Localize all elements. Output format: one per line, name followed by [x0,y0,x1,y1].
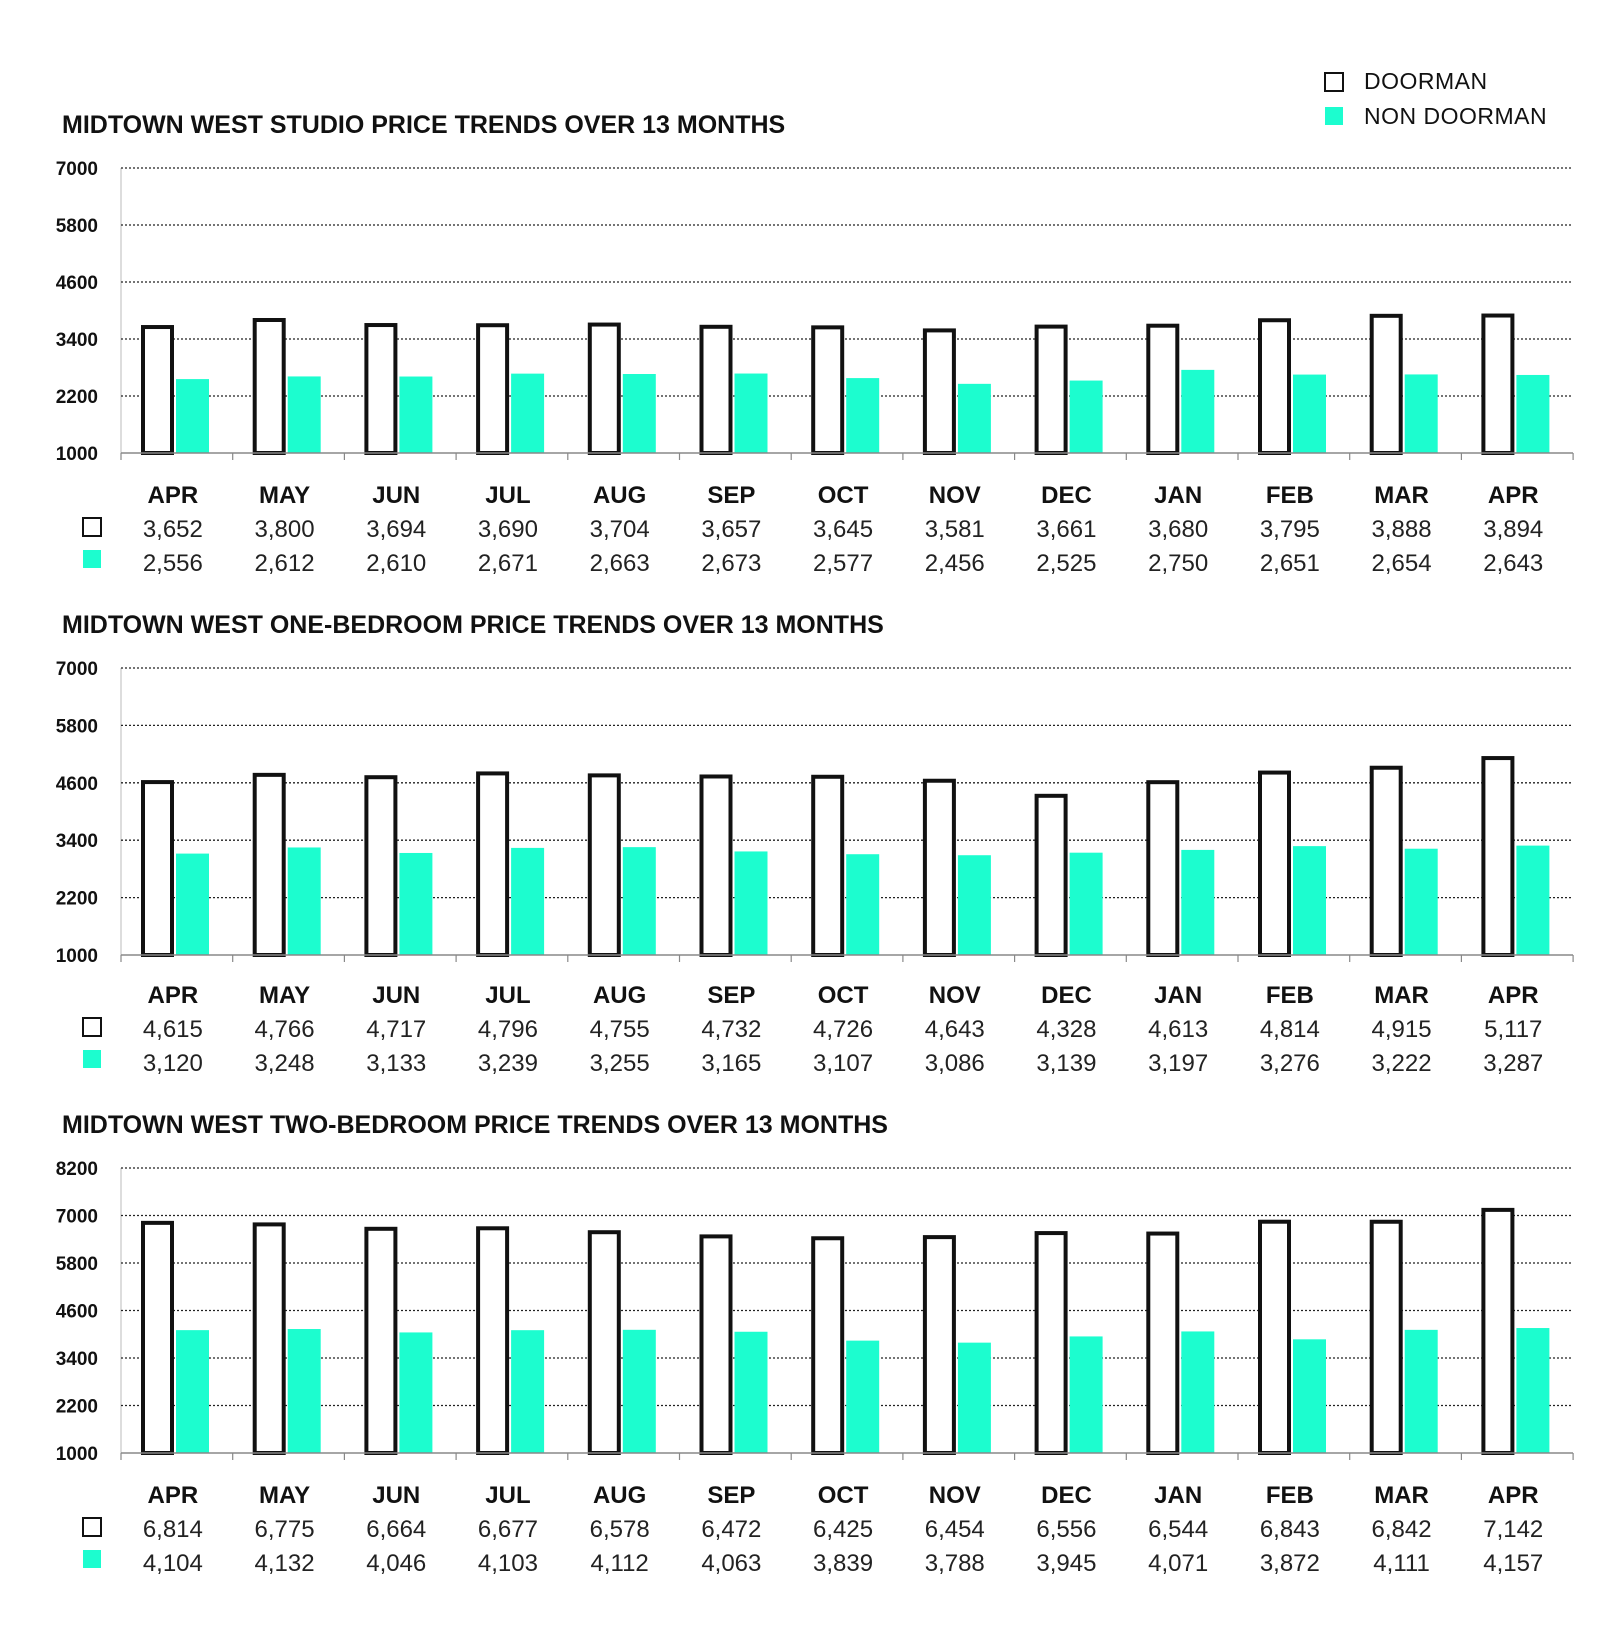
doorman-value-label: 6,425 [813,1516,874,1543]
doorman-value-label: 6,472 [701,1516,762,1543]
bar-doorman [1148,1234,1177,1453]
bar-non-doorman [1293,1339,1326,1453]
y-tick-label: 2200 [55,1396,98,1418]
bar-non-doorman [399,853,432,955]
doorman-row-marker [83,1018,101,1036]
bar-non-doorman [958,855,991,955]
non-doorman-value-label: 2,610 [366,550,427,577]
bar-doorman [590,1232,619,1453]
non-doorman-value-label: 2,654 [1371,550,1432,577]
bar-non-doorman [399,1332,432,1453]
legend-doorman-label: DOORMAN [1364,68,1488,94]
non-doorman-value-label: 4,071 [1148,1550,1209,1577]
y-tick-label: 1000 [55,1444,98,1465]
doorman-value-label: 3,657 [701,516,762,543]
bar-non-doorman [958,384,991,453]
y-tick-label: 5800 [55,716,98,738]
month-label: OCT [817,482,869,509]
doorman-value-label: 6,677 [477,1516,538,1543]
bar-doorman [590,775,619,955]
bar-doorman [366,777,395,955]
month-label: APR [147,982,199,1009]
doorman-value-label: 3,690 [477,516,538,543]
month-label: FEB [1265,482,1314,509]
non-doorman-value-label: 3,120 [142,1050,203,1077]
month-label: NOV [928,1482,981,1509]
non-doorman-value-label: 3,107 [813,1050,874,1077]
non-doorman-value-label: 3,133 [366,1050,427,1077]
non-doorman-value-label: 2,456 [924,550,985,577]
month-label: FEB [1265,982,1314,1009]
chart-title: MIDTOWN WEST ONE-BEDROOM PRICE TRENDS OVER 13 MONTHS [62,611,884,639]
doorman-value-label: 6,454 [924,1516,985,1543]
bar-non-doorman [1405,374,1438,453]
bar-doorman [1483,316,1512,453]
chart-title: MIDTOWN WEST TWO-BEDROOM PRICE TRENDS OVER 13 MONTHS [62,1111,888,1139]
month-label: JUL [485,982,531,1009]
bar-doorman [925,781,954,955]
non-doorman-value-label: 2,671 [477,550,538,577]
bar-non-doorman [846,378,879,453]
month-label: APR [1487,1482,1539,1509]
month-label: JUN [372,1482,421,1509]
month-label: MAY [258,482,311,509]
bar-doorman [478,325,507,453]
month-label: JUL [485,1482,531,1509]
non-doorman-value-label: 3,945 [1036,1550,1097,1577]
doorman-value-label: 4,615 [142,1016,203,1043]
doorman-value-label: 4,732 [701,1016,762,1043]
non-doorman-value-label: 2,577 [813,550,874,577]
bar-non-doorman [1181,1331,1214,1453]
bar-non-doorman [1293,375,1326,453]
doorman-value-label: 3,800 [254,516,315,543]
month-label: SEP [707,982,756,1009]
bar-doorman [366,1229,395,1453]
non-doorman-value-label: 3,139 [1036,1050,1097,1077]
non-doorman-value-label: 3,788 [924,1550,985,1577]
non-doorman-value-label: 4,157 [1483,1550,1544,1577]
bar-non-doorman [623,1330,656,1453]
non-doorman-row-marker [83,550,101,568]
month-label: FEB [1265,1482,1314,1509]
non-doorman-value-label: 3,287 [1483,1050,1544,1077]
doorman-value-label: 3,680 [1148,516,1209,543]
bar-doorman [1260,773,1289,955]
doorman-value-label: 4,915 [1371,1016,1432,1043]
bar-non-doorman [735,1332,768,1453]
bar-non-doorman [623,374,656,453]
doorman-value-label: 4,328 [1036,1016,1097,1043]
y-tick-label: 3400 [55,330,98,351]
bar-doorman [925,330,954,453]
bar-doorman [1483,1210,1512,1453]
bar-non-doorman [623,847,656,955]
doorman-value-label: 3,645 [813,516,874,543]
doorman-value-label: 3,581 [924,516,985,543]
month-label: MAR [1374,1482,1429,1509]
month-label: MAY [258,1482,311,1509]
bar-non-doorman [1070,1336,1103,1453]
month-label: OCT [817,982,869,1009]
month-label: JUN [372,982,421,1009]
bar-doorman [143,782,172,955]
doorman-value-label: 6,556 [1036,1516,1097,1543]
bar-doorman [1372,1222,1401,1453]
month-label: NOV [928,982,981,1009]
bar-non-doorman [288,376,321,453]
non-doorman-value-label: 4,046 [366,1550,427,1577]
y-tick-label: 3400 [55,831,98,853]
doorman-value-label: 4,726 [813,1016,874,1043]
legend-non-doorman-swatch [1325,107,1343,125]
bar-doorman [702,1236,731,1453]
non-doorman-row-marker [83,1050,101,1068]
bar-doorman [478,773,507,955]
non-doorman-value-label: 3,086 [924,1050,985,1077]
bar-doorman [1037,327,1066,453]
non-doorman-value-label: 2,556 [142,550,203,577]
doorman-value-label: 3,661 [1036,516,1097,543]
bar-non-doorman [176,854,209,955]
non-doorman-value-label: 3,165 [701,1050,762,1077]
doorman-value-label: 4,643 [924,1016,985,1043]
bar-doorman [1372,316,1401,453]
doorman-value-label: 3,704 [589,516,650,543]
non-doorman-value-label: 3,197 [1148,1050,1209,1077]
y-tick-label: 1000 [55,444,98,465]
chart-2 [56,611,1573,1077]
y-tick-label: 4600 [55,273,98,294]
y-tick-label: 7000 [55,1206,98,1228]
legend-non-doorman-label: NON DOORMAN [1364,103,1548,129]
doorman-value-label: 3,888 [1371,516,1432,543]
doorman-value-label: 6,544 [1148,1516,1209,1543]
bar-non-doorman [958,1343,991,1453]
non-doorman-value-label: 4,104 [142,1550,203,1577]
y-tick-label: 7000 [55,159,98,180]
y-tick-label: 2200 [55,387,98,408]
bar-doorman [925,1237,954,1453]
non-doorman-value-label: 4,103 [477,1550,538,1577]
chart-3 [56,1111,1573,1577]
non-doorman-row-marker [83,1550,101,1568]
month-label: MAR [1374,982,1429,1009]
bar-doorman [813,1238,842,1453]
bar-non-doorman [735,374,768,453]
bar-non-doorman [735,851,768,955]
bar-non-doorman [1070,853,1103,955]
doorman-row-marker [83,518,101,536]
chart-title: MIDTOWN WEST STUDIO PRICE TRENDS OVER 13 MONTHS [62,111,786,139]
month-label: APR [1487,482,1539,509]
bar-non-doorman [176,1330,209,1453]
bar-doorman [255,775,284,955]
bar-doorman [813,777,842,955]
bar-doorman [366,325,395,453]
non-doorman-value-label: 3,276 [1259,1050,1320,1077]
bar-doorman [1037,796,1066,955]
bar-doorman [255,1224,284,1453]
bar-non-doorman [511,1330,544,1453]
legend [1325,68,1547,129]
non-doorman-value-label: 3,239 [477,1050,538,1077]
doorman-value-label: 4,717 [366,1016,427,1043]
bar-doorman [1483,758,1512,955]
doorman-value-label: 4,796 [477,1016,538,1043]
doorman-value-label: 4,613 [1148,1016,1209,1043]
y-tick-label: 5800 [55,216,98,237]
y-tick-label: 4600 [55,773,98,795]
non-doorman-value-label: 4,112 [590,1550,649,1577]
month-label: JAN [1154,982,1203,1009]
bar-doorman [1372,768,1401,955]
y-tick-label: 1000 [55,946,98,967]
month-label: APR [147,1482,199,1509]
non-doorman-value-label: 3,839 [813,1550,874,1577]
month-label: MAR [1374,482,1429,509]
bar-doorman [143,1223,172,1453]
bar-non-doorman [846,854,879,955]
doorman-value-label: 5,117 [1484,1016,1543,1043]
non-doorman-value-label: 2,525 [1036,550,1097,577]
bar-doorman [1260,320,1289,453]
bar-doorman [143,327,172,453]
bar-non-doorman [288,1329,321,1453]
month-label: JUL [485,482,531,509]
bar-non-doorman [1070,381,1103,453]
non-doorman-value-label: 2,643 [1483,550,1544,577]
bar-non-doorman [288,847,321,955]
doorman-value-label: 4,755 [589,1016,650,1043]
charts-container [56,111,1573,1577]
bar-non-doorman [511,848,544,955]
doorman-value-label: 6,664 [366,1516,427,1543]
y-tick-label: 2200 [55,888,98,910]
month-label: DEC [1041,1482,1092,1509]
doorman-value-label: 6,775 [254,1516,315,1543]
bar-doorman [1148,326,1177,453]
bar-non-doorman [1405,849,1438,955]
y-tick-label: 7000 [55,659,98,680]
month-label: OCT [817,1482,869,1509]
month-label: DEC [1041,982,1092,1009]
month-label: MAY [258,982,311,1009]
doorman-value-label: 3,694 [366,516,427,543]
non-doorman-value-label: 2,750 [1148,550,1209,577]
y-tick-label: 8200 [55,1159,98,1180]
month-label: APR [147,482,199,509]
non-doorman-value-label: 3,872 [1259,1550,1320,1577]
non-doorman-value-label: 4,063 [701,1550,762,1577]
doorman-value-label: 6,842 [1371,1516,1432,1543]
y-tick-label: 3400 [55,1349,98,1370]
bar-non-doorman [1516,375,1549,453]
doorman-value-label: 3,894 [1483,516,1544,543]
doorman-value-label: 3,652 [142,516,203,543]
bar-non-doorman [1181,370,1214,453]
month-label: AUG [592,482,647,509]
doorman-value-label: 6,578 [589,1516,650,1543]
bar-doorman [590,325,619,453]
month-label: APR [1487,982,1539,1009]
non-doorman-value-label: 4,111 [1373,1550,1430,1577]
bar-non-doorman [1516,1328,1549,1453]
bar-non-doorman [399,377,432,453]
non-doorman-value-label: 2,651 [1259,550,1320,577]
non-doorman-value-label: 2,673 [701,550,762,577]
y-tick-label: 4600 [55,1301,98,1323]
month-label: JUN [372,482,421,509]
doorman-value-label: 4,814 [1259,1016,1320,1043]
non-doorman-value-label: 2,663 [589,550,650,577]
doorman-value-label: 6,814 [142,1516,203,1543]
non-doorman-value-label: 2,612 [254,550,315,577]
doorman-row-marker [83,1518,101,1536]
bar-non-doorman [1516,846,1549,955]
month-label: AUG [592,982,647,1009]
chart-1 [56,111,1573,577]
bar-doorman [1260,1222,1289,1453]
doorman-value-label: 6,843 [1259,1516,1320,1543]
non-doorman-value-label: 4,132 [254,1550,315,1577]
y-tick-label: 5800 [55,1254,98,1275]
month-label: NOV [928,482,981,509]
bar-doorman [813,327,842,453]
bar-doorman [255,320,284,453]
doorman-value-label: 7,142 [1483,1516,1544,1543]
bar-non-doorman [1293,846,1326,955]
non-doorman-value-label: 3,222 [1371,1050,1432,1077]
non-doorman-value-label: 3,255 [589,1050,650,1077]
doorman-value-label: 3,795 [1259,516,1320,543]
doorman-value-label: 4,766 [254,1016,315,1043]
bar-doorman [1037,1233,1066,1453]
month-label: SEP [707,1482,756,1509]
bar-non-doorman [1405,1330,1438,1453]
bar-doorman [702,776,731,955]
bar-non-doorman [1181,850,1214,955]
month-label: SEP [707,482,756,509]
month-label: DEC [1041,482,1092,509]
month-label: JAN [1154,482,1203,509]
legend-doorman-swatch [1325,73,1343,91]
month-label: JAN [1154,1482,1203,1509]
bar-doorman [1148,782,1177,955]
bar-non-doorman [846,1341,879,1453]
bar-doorman [702,327,731,453]
bar-non-doorman [511,374,544,453]
non-doorman-value-label: 3,248 [254,1050,315,1077]
month-label: AUG [592,1482,647,1509]
bar-doorman [478,1228,507,1453]
bar-non-doorman [176,379,209,453]
